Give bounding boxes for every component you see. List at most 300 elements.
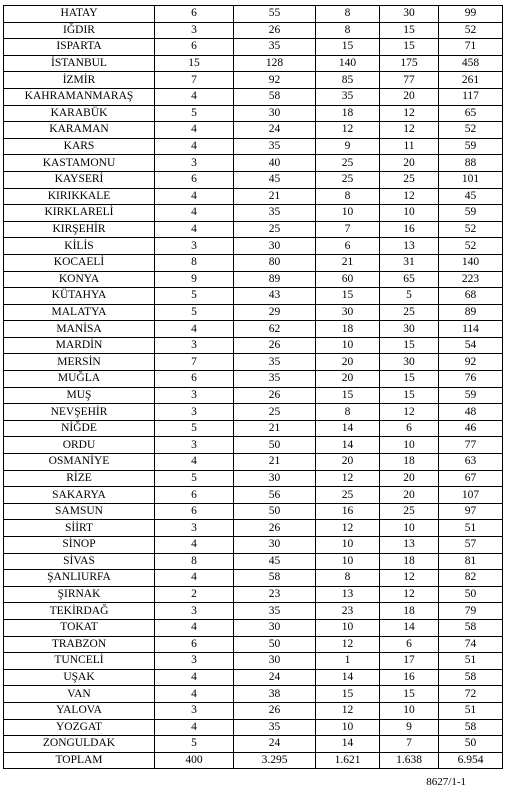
- value-cell: 6: [155, 371, 234, 388]
- value-cell: 12: [380, 570, 439, 587]
- value-cell: 12: [316, 122, 380, 139]
- value-cell: 5: [155, 304, 234, 321]
- value-cell: 51: [439, 702, 503, 719]
- table-row: [4, 719, 503, 736]
- value-cell: 50: [439, 736, 503, 753]
- value-cell: 3: [155, 702, 234, 719]
- province-name-cell: OSMANİYE: [4, 454, 155, 471]
- value-cell: 30: [234, 238, 316, 255]
- province-name-cell: RİZE: [4, 470, 155, 487]
- value-cell: 56: [234, 487, 316, 504]
- value-cell: 114: [439, 321, 503, 338]
- province-name-cell: UŞAK: [4, 669, 155, 686]
- table-row: [4, 636, 503, 653]
- value-cell: 8: [155, 553, 234, 570]
- value-cell: 4: [155, 138, 234, 155]
- value-cell: 10: [380, 205, 439, 222]
- value-cell: 16: [380, 221, 439, 238]
- value-cell: 51: [439, 653, 503, 670]
- value-cell: 4: [155, 669, 234, 686]
- value-cell: 12: [380, 404, 439, 421]
- value-cell: 80: [234, 254, 316, 271]
- province-name-cell: ZONGULDAK: [4, 736, 155, 753]
- value-cell: 18: [380, 603, 439, 620]
- value-cell: 4: [155, 454, 234, 471]
- table-row: [4, 354, 503, 371]
- province-name-cell: TOKAT: [4, 619, 155, 636]
- province-name-cell: HATAY: [4, 6, 155, 23]
- value-cell: 7: [380, 736, 439, 753]
- value-cell: 99: [439, 6, 503, 23]
- value-cell: 10: [316, 619, 380, 636]
- value-cell: 72: [439, 686, 503, 703]
- value-cell: 8: [316, 570, 380, 587]
- value-cell: 261: [439, 72, 503, 89]
- province-name-cell: KAHRAMANMARAŞ: [4, 88, 155, 105]
- value-cell: 35: [234, 719, 316, 736]
- value-cell: 4: [155, 619, 234, 636]
- value-cell: 57: [439, 537, 503, 554]
- value-cell: 8: [155, 254, 234, 271]
- value-cell: 6: [316, 238, 380, 255]
- value-cell: 1: [316, 653, 380, 670]
- value-cell: 15: [316, 39, 380, 56]
- table-row: [4, 39, 503, 56]
- value-cell: 55: [234, 6, 316, 23]
- province-name-cell: İSTANBUL: [4, 55, 155, 72]
- value-cell: 3: [155, 337, 234, 354]
- value-cell: 4: [155, 570, 234, 587]
- value-cell: 29: [234, 304, 316, 321]
- value-cell: 7: [155, 72, 234, 89]
- value-cell: 68: [439, 288, 503, 305]
- value-cell: 40: [234, 155, 316, 172]
- value-cell: 92: [439, 354, 503, 371]
- value-cell: 9: [380, 719, 439, 736]
- value-cell: 52: [439, 221, 503, 238]
- value-cell: 35: [316, 88, 380, 105]
- value-cell: 25: [380, 171, 439, 188]
- value-cell: 59: [439, 138, 503, 155]
- table-row: [4, 105, 503, 122]
- value-cell: 6: [155, 39, 234, 56]
- value-cell: 35: [234, 205, 316, 222]
- province-name-cell: MERSİN: [4, 354, 155, 371]
- value-cell: 223: [439, 271, 503, 288]
- value-cell: 20: [316, 371, 380, 388]
- province-name-cell: ORDU: [4, 437, 155, 454]
- value-cell: 88: [439, 155, 503, 172]
- table-row: [4, 653, 503, 670]
- value-cell: 10: [316, 537, 380, 554]
- value-cell: 3.295: [234, 752, 316, 769]
- value-cell: 45: [234, 171, 316, 188]
- value-cell: 4: [155, 122, 234, 139]
- value-cell: 52: [439, 122, 503, 139]
- value-cell: 3: [155, 603, 234, 620]
- table-row: [4, 138, 503, 155]
- value-cell: 30: [316, 304, 380, 321]
- table-row: [4, 736, 503, 753]
- value-cell: 50: [234, 636, 316, 653]
- value-cell: 11: [380, 138, 439, 155]
- value-cell: 18: [316, 105, 380, 122]
- value-cell: 6: [380, 636, 439, 653]
- province-name-cell: İZMİR: [4, 72, 155, 89]
- value-cell: 12: [380, 586, 439, 603]
- table-row: [4, 752, 503, 769]
- province-name-cell: ŞANLIURFA: [4, 570, 155, 587]
- value-cell: 21: [234, 420, 316, 437]
- value-cell: 30: [234, 537, 316, 554]
- value-cell: 5: [155, 105, 234, 122]
- table-row: [4, 603, 503, 620]
- value-cell: 5: [155, 420, 234, 437]
- table-row: [4, 55, 503, 72]
- value-cell: 89: [439, 304, 503, 321]
- value-cell: 9: [155, 271, 234, 288]
- value-cell: 18: [316, 321, 380, 338]
- table-row: [4, 420, 503, 437]
- province-name-cell: SİNOP: [4, 537, 155, 554]
- value-cell: 77: [380, 72, 439, 89]
- value-cell: 5: [155, 736, 234, 753]
- table-row: [4, 437, 503, 454]
- province-name-cell: KOCAELİ: [4, 254, 155, 271]
- value-cell: 15: [380, 22, 439, 39]
- table-body: [4, 6, 503, 769]
- table-row: [4, 188, 503, 205]
- province-name-cell: KARS: [4, 138, 155, 155]
- table-row: [4, 304, 503, 321]
- value-cell: 15: [380, 371, 439, 388]
- table-row: [4, 553, 503, 570]
- value-cell: 20: [316, 454, 380, 471]
- province-name-cell: KARAMAN: [4, 122, 155, 139]
- value-cell: 15: [155, 55, 234, 72]
- province-name-cell: KÜTAHYA: [4, 288, 155, 305]
- value-cell: 14: [380, 619, 439, 636]
- province-table: [3, 5, 503, 769]
- value-cell: 6: [155, 6, 234, 23]
- value-cell: 43: [234, 288, 316, 305]
- table-row: [4, 669, 503, 686]
- value-cell: 25: [316, 487, 380, 504]
- value-cell: 58: [439, 619, 503, 636]
- value-cell: 26: [234, 520, 316, 537]
- province-name-cell: YOZGAT: [4, 719, 155, 736]
- value-cell: 1.621: [316, 752, 380, 769]
- value-cell: 3: [155, 653, 234, 670]
- table-row: [4, 221, 503, 238]
- value-cell: 63: [439, 454, 503, 471]
- value-cell: 8: [316, 22, 380, 39]
- value-cell: 12: [380, 122, 439, 139]
- province-name-cell: ŞIRNAK: [4, 586, 155, 603]
- province-name-cell: MUĞLA: [4, 371, 155, 388]
- value-cell: 5: [380, 288, 439, 305]
- value-cell: 30: [380, 321, 439, 338]
- province-name-cell: KARABÜK: [4, 105, 155, 122]
- province-name-cell: VAN: [4, 686, 155, 703]
- value-cell: 20: [380, 487, 439, 504]
- province-name-cell: ISPARTA: [4, 39, 155, 56]
- value-cell: 71: [439, 39, 503, 56]
- value-cell: 4: [155, 686, 234, 703]
- table-row: [4, 570, 503, 587]
- value-cell: 13: [380, 537, 439, 554]
- value-cell: 35: [234, 138, 316, 155]
- value-cell: 58: [234, 88, 316, 105]
- value-cell: 3: [155, 404, 234, 421]
- table-row: [4, 586, 503, 603]
- table-row: [4, 72, 503, 89]
- value-cell: 24: [234, 736, 316, 753]
- value-cell: 4: [155, 221, 234, 238]
- value-cell: 6.954: [439, 752, 503, 769]
- value-cell: 16: [316, 503, 380, 520]
- value-cell: 30: [234, 470, 316, 487]
- value-cell: 25: [234, 221, 316, 238]
- value-cell: 16: [380, 669, 439, 686]
- value-cell: 52: [439, 238, 503, 255]
- table-row: [4, 702, 503, 719]
- value-cell: 3: [155, 387, 234, 404]
- table-row: [4, 205, 503, 222]
- table-row: [4, 238, 503, 255]
- province-name-cell: MUŞ: [4, 387, 155, 404]
- value-cell: 15: [380, 686, 439, 703]
- value-cell: 6: [155, 487, 234, 504]
- value-cell: 30: [234, 619, 316, 636]
- value-cell: 89: [234, 271, 316, 288]
- value-cell: 79: [439, 603, 503, 620]
- value-cell: 60: [316, 271, 380, 288]
- value-cell: 7: [316, 221, 380, 238]
- table-row: [4, 6, 503, 23]
- value-cell: 92: [234, 72, 316, 89]
- value-cell: 26: [234, 387, 316, 404]
- value-cell: 4: [155, 537, 234, 554]
- value-cell: 21: [234, 188, 316, 205]
- table-row: [4, 387, 503, 404]
- value-cell: 82: [439, 570, 503, 587]
- value-cell: 30: [380, 354, 439, 371]
- value-cell: 14: [316, 669, 380, 686]
- value-cell: 17: [380, 653, 439, 670]
- value-cell: 4: [155, 719, 234, 736]
- province-name-cell: TUNCELİ: [4, 653, 155, 670]
- value-cell: 10: [316, 337, 380, 354]
- table-row: [4, 404, 503, 421]
- value-cell: 12: [316, 520, 380, 537]
- value-cell: 20: [380, 155, 439, 172]
- value-cell: 10: [380, 520, 439, 537]
- value-cell: 7: [155, 354, 234, 371]
- document-reference: 8627/1-1: [426, 776, 466, 788]
- value-cell: 5: [155, 470, 234, 487]
- province-name-cell: TEKİRDAĞ: [4, 603, 155, 620]
- value-cell: 4: [155, 205, 234, 222]
- value-cell: 45: [234, 553, 316, 570]
- value-cell: 4: [155, 88, 234, 105]
- value-cell: 6: [380, 420, 439, 437]
- value-cell: 8: [316, 188, 380, 205]
- value-cell: 25: [316, 155, 380, 172]
- value-cell: 76: [439, 371, 503, 388]
- value-cell: 30: [380, 6, 439, 23]
- value-cell: 15: [380, 337, 439, 354]
- province-name-cell: SAMSUN: [4, 503, 155, 520]
- value-cell: 85: [316, 72, 380, 89]
- value-cell: 12: [316, 470, 380, 487]
- value-cell: 58: [439, 719, 503, 736]
- value-cell: 52: [439, 22, 503, 39]
- province-name-cell: SİİRT: [4, 520, 155, 537]
- value-cell: 50: [234, 503, 316, 520]
- value-cell: 18: [380, 454, 439, 471]
- value-cell: 21: [316, 254, 380, 271]
- province-name-cell: KAYSERİ: [4, 171, 155, 188]
- table-row: [4, 537, 503, 554]
- province-name-cell: IĞDIR: [4, 22, 155, 39]
- province-name-cell: SAKARYA: [4, 487, 155, 504]
- value-cell: 62: [234, 321, 316, 338]
- value-cell: 15: [380, 387, 439, 404]
- province-name-cell: KONYA: [4, 271, 155, 288]
- value-cell: 14: [316, 437, 380, 454]
- value-cell: 2: [155, 586, 234, 603]
- value-cell: 35: [234, 603, 316, 620]
- value-cell: 48: [439, 404, 503, 421]
- value-cell: 74: [439, 636, 503, 653]
- value-cell: 35: [234, 371, 316, 388]
- value-cell: 31: [380, 254, 439, 271]
- value-cell: 38: [234, 686, 316, 703]
- value-cell: 24: [234, 122, 316, 139]
- value-cell: 21: [234, 454, 316, 471]
- table-row: [4, 454, 503, 471]
- province-name-cell: KIRIKKALE: [4, 188, 155, 205]
- value-cell: 10: [316, 719, 380, 736]
- value-cell: 97: [439, 503, 503, 520]
- value-cell: 10: [316, 205, 380, 222]
- value-cell: 54: [439, 337, 503, 354]
- value-cell: 3: [155, 155, 234, 172]
- value-cell: 58: [439, 669, 503, 686]
- province-name-cell: YALOVA: [4, 702, 155, 719]
- value-cell: 25: [380, 503, 439, 520]
- value-cell: 128: [234, 55, 316, 72]
- value-cell: 59: [439, 387, 503, 404]
- province-name-cell: MANİSA: [4, 321, 155, 338]
- table-row: [4, 122, 503, 139]
- value-cell: 12: [380, 105, 439, 122]
- value-cell: 5: [155, 288, 234, 305]
- value-cell: 3: [155, 437, 234, 454]
- province-name-cell: TOPLAM: [4, 752, 155, 769]
- table-row: [4, 619, 503, 636]
- table-row: [4, 487, 503, 504]
- province-name-cell: SİVAS: [4, 553, 155, 570]
- value-cell: 8: [316, 404, 380, 421]
- value-cell: 8: [316, 6, 380, 23]
- value-cell: 6: [155, 503, 234, 520]
- province-name-cell: KİLİS: [4, 238, 155, 255]
- value-cell: 117: [439, 88, 503, 105]
- province-name-cell: KIRKLARELİ: [4, 205, 155, 222]
- value-cell: 50: [439, 586, 503, 603]
- value-cell: 107: [439, 487, 503, 504]
- value-cell: 25: [234, 404, 316, 421]
- value-cell: 20: [380, 88, 439, 105]
- province-name-cell: MARDİN: [4, 337, 155, 354]
- value-cell: 101: [439, 171, 503, 188]
- value-cell: 4: [155, 321, 234, 338]
- province-name-cell: NEVŞEHİR: [4, 404, 155, 421]
- value-cell: 81: [439, 553, 503, 570]
- value-cell: 50: [234, 437, 316, 454]
- value-cell: 3: [155, 22, 234, 39]
- table-row: [4, 254, 503, 271]
- value-cell: 13: [380, 238, 439, 255]
- table-row: [4, 520, 503, 537]
- value-cell: 15: [316, 288, 380, 305]
- value-cell: 35: [234, 39, 316, 56]
- value-cell: 14: [316, 420, 380, 437]
- table-row: [4, 171, 503, 188]
- value-cell: 65: [439, 105, 503, 122]
- table-row: [4, 22, 503, 39]
- value-cell: 6: [155, 636, 234, 653]
- value-cell: 26: [234, 702, 316, 719]
- value-cell: 58: [234, 570, 316, 587]
- value-cell: 10: [380, 437, 439, 454]
- value-cell: 59: [439, 205, 503, 222]
- value-cell: 20: [316, 354, 380, 371]
- value-cell: 46: [439, 420, 503, 437]
- value-cell: 1.638: [380, 752, 439, 769]
- table-row: [4, 470, 503, 487]
- value-cell: 400: [155, 752, 234, 769]
- value-cell: 77: [439, 437, 503, 454]
- value-cell: 15: [380, 39, 439, 56]
- value-cell: 14: [316, 736, 380, 753]
- value-cell: 26: [234, 22, 316, 39]
- value-cell: 175: [380, 55, 439, 72]
- value-cell: 3: [155, 238, 234, 255]
- value-cell: 12: [380, 188, 439, 205]
- province-name-cell: NİĞDE: [4, 420, 155, 437]
- value-cell: 67: [439, 470, 503, 487]
- value-cell: 15: [316, 387, 380, 404]
- value-cell: 10: [316, 553, 380, 570]
- province-name-cell: KIRŞEHİR: [4, 221, 155, 238]
- table-row: [4, 155, 503, 172]
- value-cell: 24: [234, 669, 316, 686]
- value-cell: 23: [234, 586, 316, 603]
- value-cell: 45: [439, 188, 503, 205]
- value-cell: 20: [380, 470, 439, 487]
- value-cell: 9: [316, 138, 380, 155]
- value-cell: 458: [439, 55, 503, 72]
- value-cell: 12: [316, 702, 380, 719]
- table-row: [4, 288, 503, 305]
- value-cell: 12: [316, 636, 380, 653]
- value-cell: 25: [380, 304, 439, 321]
- table-row: [4, 503, 503, 520]
- value-cell: 13: [316, 586, 380, 603]
